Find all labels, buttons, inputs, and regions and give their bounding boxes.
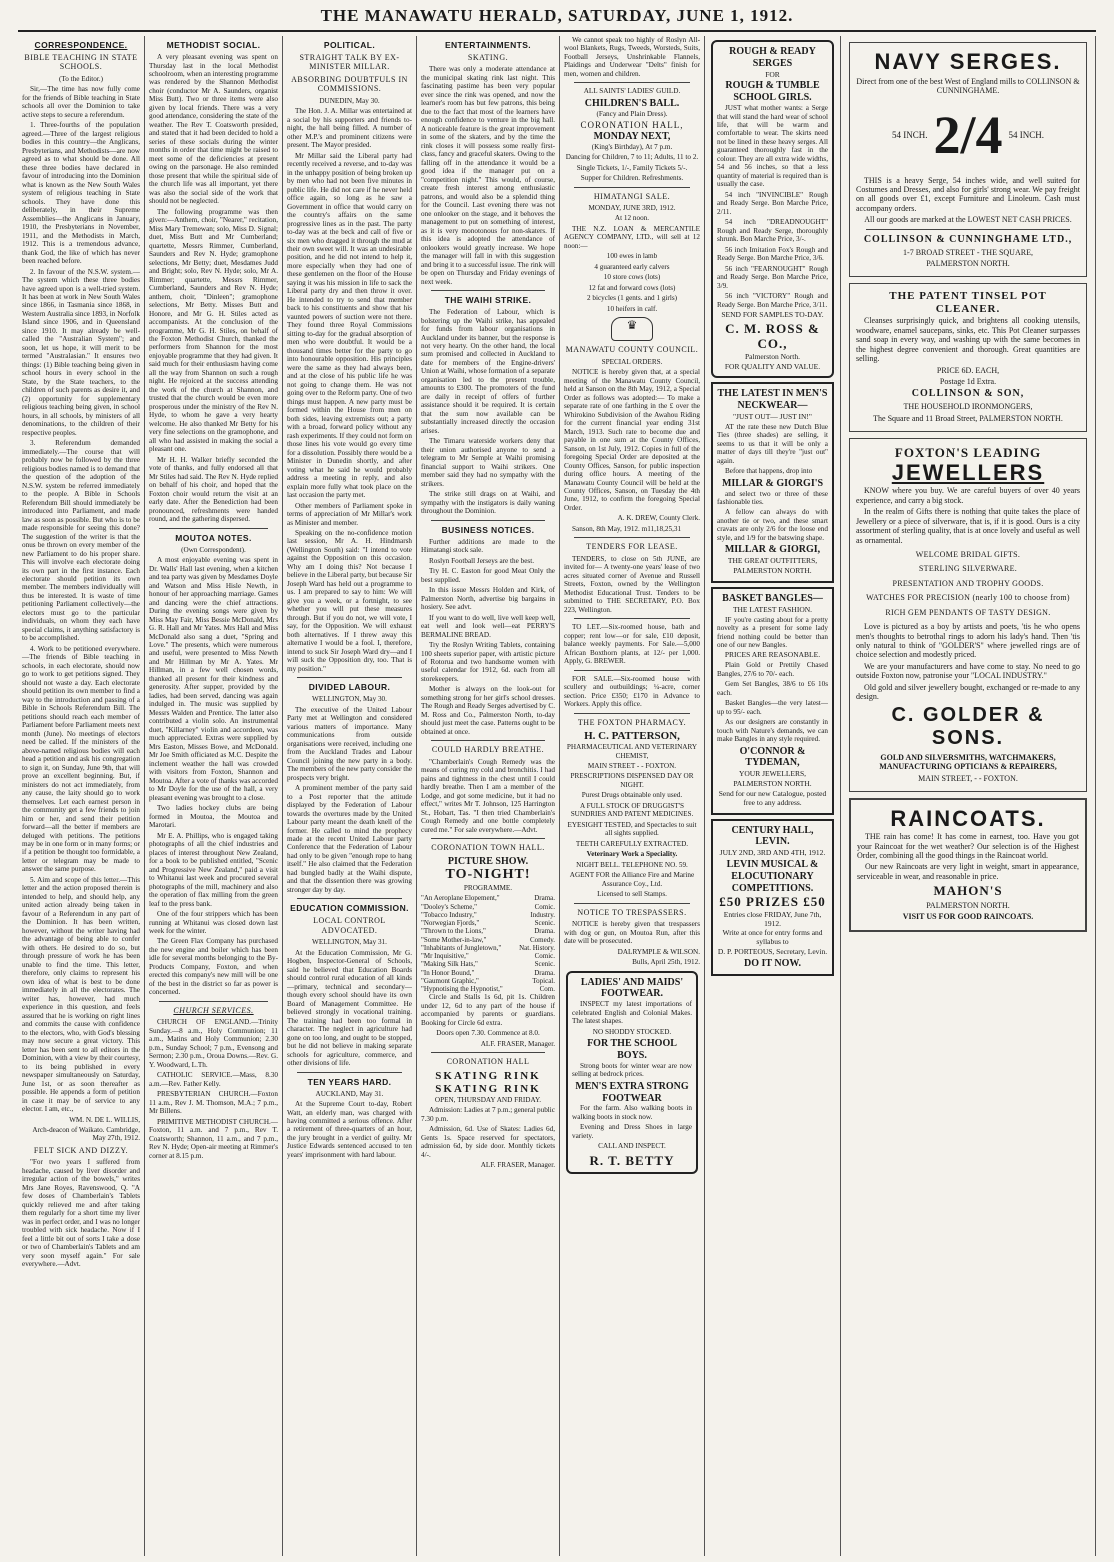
millar-ad bbox=[711, 382, 834, 583]
paragraph: Admission, 6d. Use of Skates: Ladies 6d, Gents 1s. Space reserved for spectators, admission 6d, by side door. Monthly tickets 4/-. bbox=[421, 1125, 555, 1159]
ad-line: TEETH CAREFULLY EXTRACTED. bbox=[575, 839, 689, 848]
ad-line: Entries close FRIDAY, June 7th, 1912. bbox=[723, 909, 822, 928]
paragraph: 1. Three-fourths of the population agreed.—Three of the largest religious bodies in this country—the Anglicans, Presbyterians, and Methodists—are now agreed as to what should be done. All these three bodies have declared in favour of introducing into the Dominion what is known as the New South Wales system of religious teaching in State schools. They have done this deliberately, in their Supreme Assemblies—the Anglicans in January, 1910, the Presbyterians in November, 1911, and the Methodists in March, 1912. This is a tremendous advance, thank God, the like of which has never been reached before. bbox=[22, 121, 140, 266]
masthead bbox=[0, 0, 1114, 30]
paragraph: KNOW where you buy. We are careful buyers of over 40 years experience, and carry a big stock. bbox=[856, 486, 1080, 505]
paragraph: Strong boots for winter wear are now selling at bedrock prices. bbox=[572, 1061, 692, 1079]
paragraph: THE N.Z. LOAN & MERCANTILE AGENCY COMPANY, LTD., will sell at 12 noon:— bbox=[564, 224, 700, 250]
byline: (Own Correspondent). bbox=[181, 545, 246, 554]
ad-heading: CENTURY HALL, LEVIN. bbox=[731, 824, 814, 848]
ad-heading: MILLAR & GIORGI, bbox=[724, 544, 821, 556]
divider bbox=[866, 229, 1070, 230]
product-line: 56 inch "FEARNOUGHT" Rough and Ready Serge. Bon Marche Price, 3/9. bbox=[717, 264, 828, 290]
signature: A. K. DREW, County Clerk. bbox=[617, 514, 700, 523]
ross-ad bbox=[711, 40, 834, 378]
programme-label: PROGRAMME. bbox=[463, 883, 513, 892]
ad-text: "For two years I suffered from headache, caused by liver disorder and irregular action of the bowels," writes Mrs Jane Royes, Ravenswood, Q. "A few doses of Chamberlain's Tablets quickly relieved me and after taking them regularly for a short time my liver was in perfect order, and I was no longer troubled with sick headache. Now if I feel a little bit out of sorts I take a dose or two of Chamberlain's Tablets and am very soon myself again." For sale everywhere.—Advt. bbox=[22, 1158, 140, 1269]
ad-title: HIMATANGI SALE. bbox=[593, 191, 671, 201]
ad-heading: MONDAY NEXT, bbox=[593, 130, 671, 142]
paragraph: At the Education Commission, Mr G. Hogben, Inspector-General of Schools, said he believed that Education Boards should control rural education of all kinds—primary, technical and secondary—though every school should have its own Board of Management Committee. He believed strongly in vocational training. The training had been too formal in character. The neglect in agriculture had gone on too long, and ought to be stopped, but he did not believe in making separate schools for agriculture, commerce, and other divisions of life. bbox=[287, 948, 412, 1068]
ad-title: MANAWATU COUNTY COUNCIL. bbox=[565, 345, 699, 355]
programme-item: "Gaumont Graphic," Topical. bbox=[421, 976, 555, 985]
ad-line: Postage 1d Extra. bbox=[939, 376, 997, 386]
ad-heading: O'CONNOR & TYDEMAN, bbox=[739, 745, 806, 769]
ad-heading: CORONATION HALL, bbox=[580, 120, 684, 131]
paragraph: As our designers are constantly in touch with Nature's demands, we can make Bangles in any style required. bbox=[717, 718, 828, 744]
ad-line: FOR bbox=[765, 69, 780, 79]
doors-note: Doors open 7.30. Commence at 8.0. bbox=[436, 1029, 540, 1038]
divider bbox=[574, 187, 690, 188]
paragraph: 2. In favour of the N.S.W. system.—The system which these three bodies have agreed upon is a well-tried system. It has been at work in New South Wales since 1866, in Tasmania since 1868, in Western Australia since 1893, in Norfolk Island since 1906, and in Queensland since 1910. It may already be well-called the "Australian System"; and soon, let us hope, it will merit to be termed "Australasian." It ensures two things: (1) Bible teaching being given in school hours in every school in the State, by the State teachers, to the children of such parents as desire it, and (2) opportunity for supplementary religious teaching being given, in school hours, in all schools, by ministers of all denominations, to the children of their respective peoples. bbox=[22, 267, 140, 437]
section-heading: ENTERTAINMENTS. bbox=[444, 40, 532, 50]
article-subtitle: STRAIGHT TALK BY EX-MINISTER MILLAR. bbox=[299, 53, 400, 72]
golder-ad bbox=[849, 438, 1087, 792]
column-methodist-social bbox=[145, 36, 283, 1556]
ad-line: "JUST OUT— JUST IN!" bbox=[733, 411, 812, 421]
paragraph: PRIMITIVE METHODIST CHURCH.—Foxton, 11 a.m. and 7 p.m., Rev T. Coatsworth; Shannon, 11 a.m., and 7 p.m., Rev N. Hyde; Open-air meeting at Rimmer's corner at 8.15 p.m. bbox=[149, 1117, 278, 1160]
ad-line: AGENT FOR the Alliance Fire and Marine Assurance Coy., Ltd. bbox=[569, 871, 695, 888]
programme-item: "Norwegian Fjords," Scenic. bbox=[421, 919, 555, 928]
paragraph: JUST what mother wants: a Serge that will stand the hard wear of school life, that will be warm and comfortable to wear. The skirts need not be lined in these heavy serges. All guaranteed thoroughly fast in the colour. They are all extra wide widths, 54 and 56 inches, so that a less quantity of material is required than is usually the case. bbox=[717, 104, 828, 189]
column-ads bbox=[705, 36, 841, 1556]
divider bbox=[159, 528, 268, 529]
ad-line: At 12 noon. bbox=[614, 214, 650, 223]
paragraph: There was only a moderate attendance at the municipal skating rink last night. This fascinating pastime has been very popular ever since the rink was opened, and now the learner's room has but few patrons, this being due to the fact that most of the learners have enough confidence to venture in the big hall. A noticeable feature is the great improvement in some of the skaters, and by the time the rink closes it will possess some really first-class, fancy and graceful skaters. Owing to the falling off in the attendance it would be a good idea if the manager put on a "competition night." This would, of course, create fresh interest among enthusiastic patrons, and would also be a splendid thing for the Council. Last evening there was not one onlooker on the stage, and it behoves the management to put on something of interest, as it is very monotonous for non-skaters. If this idea is adopted the attendance of onlookers would greatly increase. We hope the manager will fall in with this suggestion and bring it to a successful issue. The rink will be open on Thursday and Friday evenings of next week. bbox=[421, 65, 556, 286]
ad-line: PHARMACEUTICAL AND VETERINARY CHEMIST, bbox=[566, 743, 698, 760]
ad-line: THE GREAT OUTFITTERS, bbox=[727, 556, 818, 566]
signature: WM. N. DE L. WILLIS, bbox=[69, 1115, 140, 1124]
ad-heading: LEVIN MUSICAL & ELOCUTIONARY COMPETITIONS. bbox=[726, 859, 819, 894]
ad-heading: MEN'S EXTRA STRONG FOOTWEAR bbox=[575, 1080, 689, 1104]
paragraph: Circle and Stalls 1s 6d, pit 1s. Children under 12, 6d to any part of the house if accompanied by parents or guardians. Booking for Circle 6d extra. bbox=[421, 993, 555, 1027]
paragraph: Mr E. A. Phillips, who is engaged taking photographs of all the chief industries and places of interest throughout New Zealand, for a book to be published entitled, "Scenic and Progressive New Zealand," paid a visit to Whitanui last week and procured several photographs of the mill, machinery and also the operation of flax milling from the green leaf to the press bank. bbox=[149, 831, 278, 908]
ad-line: Write at once for entry forms and syllabus to bbox=[722, 928, 823, 947]
paragraph: We are your manufacturers and have come to stay. No need to go outside Foxton now, patronise your "LOCAL INDUSTRY." bbox=[856, 661, 1080, 681]
ad-heading: CHILDREN'S BALL. bbox=[584, 97, 680, 109]
ad-heading: ROUGH & READY SERGES bbox=[729, 46, 816, 69]
divider bbox=[574, 82, 690, 83]
ad-line: Send for our new Catalogue, posted free to any address. bbox=[718, 788, 827, 807]
programme-item: "Thrown to the Lions," Drama. bbox=[421, 927, 555, 936]
product-line: STERLING SILVERWARE. bbox=[918, 564, 1018, 574]
paragraph: Old gold and silver jewellery bought, exchanged or re-made to any design. bbox=[856, 682, 1080, 702]
section-heading: CHURCH SERVICES. bbox=[173, 1005, 254, 1015]
paragraph: A prominent member of the party said to a Post reporter that the attitude displayed by the Federation of Labour towards the overtures made by the United Labour party meant the death knell of the former. He called to mind the prophecy made at the recent United Labour party Conference that the Federation of Labour had only to be given "enough rope to hang itself." He also claimed that the Federation had bungled badly at the Waihi dispute, and that the dissention there was growing stronger day by day. bbox=[287, 784, 412, 894]
dateline: DUNEDIN, May 30. bbox=[319, 96, 380, 105]
paragraph: Cleanses surprisingly quick, and brightens all cooking utensils, woodware, enamel saucepans, sinks, etc. This Pot Cleaner surpasses sand soap in every way, and washing up with the same becomes in the highest degree convenient and thorough. Great quantities are selling. bbox=[856, 316, 1080, 364]
ad-heading: THE PATENT TINSEL POT CLEANER. bbox=[889, 290, 1047, 316]
section-heading: POLITICAL. bbox=[323, 40, 376, 50]
paragraph: Mr Millar said the Liberal party had recently received a reverse, and to-day was in the unhappy position of being broken up by men who had not been five minutes in public life. He did not care if he never held office again, so long as he saw a Government in office that would carry on the country's affairs on the same progressive lines as in the past. The party to-day was at the beck and call of five or six men who dragged it through the mud at their own sweet will. It was an undesirable position, and he did not intend to help it, more especially when they had one of these gentlemen on the floor of the House saying it was his mission in life to sack the Liberal party dry and then throw it over. He intended to try to send that member back to his constituents and show that his vaunted powers of suction were not there. They found three Royal Commissions sitting to-day for the gradual absorption of men who were doubtful. It would be a thousand times better for the party to go into honourable opposition. His principles were the same as they had always been, and at the close of his public life he was not going to change them. He was not going over to the Reform party. One of two things must happen. A new party must be formed within the House from men on both sides, leaving extremists out; a party with a broad, forward policy without any rash experiments. If they could not form on those lines his vote would go every time for a dissolution. Possibly there would be a Minister in Dunedin shortly, and after voting what he said he would probably address a meeting in reply, and also explain more fully what took place on the last occasion the party met. bbox=[287, 151, 412, 500]
divider bbox=[574, 903, 690, 904]
paragraph: 4. Work to be petitioned everywhere.—The friends of Bible teaching in schools, in each electorate, should now go to work to get petitions signed. They should not waste a day. Each electorate should petition its own member to find a way to the introduction and passing of a Bible in Schools Referendum Bill. The petitions should reach each member of Parliament before Parliament meets next month (June). No meetings of electors need be called. If the ministers of the above-named religious bodies will each head a petition and ask his congregation to sign it, on Sunday, June 9th, that will prove an excellent beginning. But, if ministers do not act immediately, from any cause, the laity should go to work themselves. Let each earnest person in the community get a few friends to join him or her, and send their petition forward—all the better if members are deluged with petitions. The petitions may be in one form or in many forms; or if a petition be thought too formidable, a letter or telegram may be made to answer the same purpose. bbox=[22, 644, 140, 874]
ad-line: 1-7 BROAD STREET - THE SQUARE, bbox=[903, 247, 1033, 257]
betty-ad bbox=[566, 971, 698, 1174]
divider bbox=[159, 1001, 268, 1002]
width-label: 54 INCH. bbox=[891, 130, 928, 141]
ad-heading: C. GOLDER & SONS. bbox=[891, 703, 1045, 750]
programme-item: "In Honor Bound," Drama. bbox=[421, 968, 555, 977]
divider bbox=[297, 677, 402, 678]
article-title: BIBLE TEACHING IN STATE SCHOOLS. bbox=[24, 53, 138, 72]
section-heading: THE WAIHI STRIKE. bbox=[444, 295, 532, 306]
article-subtitle: LOCAL CONTROL ADVOCATED. bbox=[313, 916, 386, 935]
sale-item: 100 ewes in lamb bbox=[606, 252, 658, 261]
ad-title: COULD HARDLY BREATHE. bbox=[431, 745, 545, 755]
paragraph: The Federation of Labour, which is bolstering up the Waihi strike, has appealed for funds from labour organisations in Auckland under its banner, but the response is not very hearty. On the other hand, the local sum promised and collected in Auckland to date for members of the Engine-drivers' Union at Waihi, whose formation of a separate organisation led to the present trouble, amounts to £300. The promoters of the fund are daily in receipt of offers of further assistance should it be required. It is certain that the sum now available can be substantially increased directly the occasion arises. bbox=[421, 308, 555, 435]
product-line: Plain Gold or Prettily Chased Bangles, 27/6 to 70/- each. bbox=[717, 661, 828, 678]
programme-item: "Mr Inquisitive," Comic. bbox=[421, 952, 555, 961]
paragraph: 5. Aim and scope of this letter.—This letter and the action proposed therein is intended to help, and should help, any united action already being taken in favour of a Referendum in any part of the Dominion. It has been written, however, without the writer having had the advantage of being able to confer with others. He desired to do so, but through pressure of work he has been unable to find the time. This letter, therefore, only claims to represent his own idea of what is best to be done immediately in all the electorates. The writer has, however, had much experience in this question, and feels assured that he is working on right lines and commits the cause with confidence to the electors, who, with God's blessing may now secure a great victory. This letter has been sent to all editors in the Dominion, with a view by their courtesy, to its being published in every newspaper simultaneously on Saturday, June 1st, or as soon thereafter as possible. He appends a form of petition in case it may be of service to any elector. I am, etc., bbox=[22, 875, 140, 1114]
paragraph: Sir,—The time has now fully come for the friends of Bible teaching in State schools all over the Dominion to take active steps to secure a referendum. bbox=[22, 85, 140, 119]
ad-line: Single Tickets, 1/-, Family Tickets 5/-. bbox=[576, 163, 688, 172]
paragraph: THE rain has come! It has come in earnest, too. Have you got your Raincoat for the wet weather? Our selection is of the Highest Order, combining all the good things in the Raincoat world. bbox=[857, 832, 1079, 860]
divider bbox=[574, 713, 690, 714]
paragraph: The executive of the United Labour Party met at Wellington and considered various matters of importance. Many communications from outside organisations were received, including one from the Auckland Trades and Labour Council joining the new party in a body. The members of the new party consider the prospects very bright. bbox=[287, 705, 412, 782]
ad-heading: DO IT NOW. bbox=[744, 958, 801, 970]
paragraph: Speaking on the no-confidence motion last session, Mr A. H. Hindmarsh (Wellington South) said: "I intend to vote against the Opposition on this occasion. Why am I doing this? Not because I believe in the Liberal party, but because Sir Joseph Ward has held out a programme to us. I am prepared to say to him: We will give you a week, or a fortnight, to see whether you will put these measures through. But if you do not, we will vote, I say, for the Opposition. We will exhaust both alternatives. If I threw away this alternative I would be a fool. I, therefore, intend to suck Sir Joseph Ward dry—and I will suck the Opposition dry, too. That is my position." bbox=[287, 528, 412, 673]
column-political bbox=[283, 36, 417, 1556]
ad-line: NIGHT BELL. TELEPHONE NO. 59. bbox=[576, 860, 688, 869]
sale-item: 4 guaranteed early calvers bbox=[594, 262, 670, 271]
paragraph: At the Supreme Court to-day, Robert Watt, an elderly man, was charged with having committed a serious offence. After a retirement of three-quarters of an hour, the jury brought in a verdict of guilty. Mr Justice Edwards sentenced accused to ten years' imprisonment with hard labour. bbox=[287, 1100, 412, 1159]
paragraph: and select two or three of these fashionable ties. bbox=[717, 489, 828, 506]
crest-icon: ♛ bbox=[611, 317, 653, 341]
paragraph: PRESBYTERIAN CHURCH.—Foxton 11 a.m., Rev J. M. Thomson, M.A.; 7 p.m., Mr Billens. bbox=[149, 1090, 278, 1116]
signature: DALRYMPLE & WILSON. bbox=[617, 947, 700, 956]
ad-heading: BASKET BANGLES— bbox=[722, 592, 823, 604]
sale-item: 10 heifers in calf. bbox=[606, 304, 658, 313]
paragraph: 3. Referendum demanded immediately.—The course that will probably now be followed by the three religious bodies named is to demand that the question of the adoption of the N.S.W. system be referred immediately to the people. A Bible in Schools Referendum Bill should immediately be introduced into Parliament, and made law as soon as possible. But who is to be made responsible for seeing this done? The suggestion of the writer is that the onus be thrown on every member of the new Parliament to do his proper share. This will involve each electorate doing its own part in the first instance. Each electorate should petition its own member. The members individually will thus be interested. It is waste of time petitioning Parliament collectively—the electors must go to the particular individuals, on whom they each have special claims, it anything satisfactory is to be accomplished. bbox=[22, 439, 140, 643]
section-heading: BUSINESS NOTICES. bbox=[441, 524, 535, 535]
section-heading: DIVIDED LABOUR. bbox=[308, 682, 391, 693]
ad-heading: NAVY SERGES. bbox=[874, 49, 1062, 74]
paragraph: Admission: Ladies at 7 p.m.; general public 7.30 p.m. bbox=[421, 1106, 555, 1123]
ad-line: SEND FOR SAMPLES TO-DAY. bbox=[721, 310, 824, 320]
dateline: WELLINGTON, May 31. bbox=[312, 938, 387, 947]
ad-line: (Fancy and Plain Dress). bbox=[596, 109, 668, 118]
ad-line: MONDAY, JUNE 3RD, 1912. bbox=[588, 203, 676, 212]
ad-heading: FOXTON'S LEADING bbox=[894, 445, 1042, 461]
newspaper-title: THE MANAWATU HERALD, SATURDAY, JUNE 1, 1912. bbox=[320, 6, 794, 25]
column-large-ads bbox=[841, 36, 1096, 1556]
ad-line: (King's Birthday), At 7 p.m. bbox=[591, 142, 673, 151]
divider bbox=[431, 520, 545, 521]
ad-line: Direct from one of the best West of England mills to COLLINSON & CUNNINGHAME. bbox=[856, 76, 1080, 96]
ad-heading: MAHON'S bbox=[933, 883, 1003, 899]
section-heading: MOUTOA NOTES. bbox=[175, 532, 252, 543]
ad-line: MAIN STREET - - FOXTON. bbox=[587, 761, 677, 770]
sale-item: 10 store cows (lots) bbox=[603, 273, 661, 282]
prizes-heading: £50 PRIZES £50 bbox=[719, 894, 826, 910]
sale-item: 12 fat and forward cows (lots) bbox=[588, 283, 676, 292]
product-line: PRESENTATION AND TROPHY GOODS. bbox=[892, 578, 1044, 588]
raincoats-ad bbox=[849, 798, 1087, 931]
ad-line: Supper for Children. Refreshments. bbox=[580, 174, 684, 183]
ad-title: CORONATION TOWN HALL. bbox=[431, 843, 545, 853]
article-subtitle: (To the Editor.) bbox=[58, 74, 103, 83]
paragraph: Other members of Parliament spoke in terms of appreciation of Mr Millar's work as Minister and member. bbox=[287, 501, 412, 527]
ad-title: THE FOXTON PHARMACY. bbox=[577, 717, 687, 727]
paragraph: The Green Flax Company has purchased the new engine and boiler which has been idle for several months belonging to the By-Products Company, Foxton, and when erected this company's new mill will be one of the best in the district so far as power is concerned. bbox=[149, 937, 278, 997]
signature: ALF. FRASER, Manager. bbox=[480, 1039, 555, 1048]
ad-line: Veterinary Work a Speciality. bbox=[586, 850, 678, 859]
ad-line: CALL AND INSPECT. bbox=[598, 1142, 666, 1151]
ad-heading: C. M. ROSS & CO., bbox=[725, 321, 820, 352]
divider bbox=[297, 898, 402, 899]
price-display bbox=[856, 104, 1080, 168]
levin-ad bbox=[711, 819, 834, 976]
programme-item: "An Aeroplane Elopement," Drama. bbox=[421, 894, 555, 903]
paragraph: For the farm. Also walking boots in walking boots in stock now. bbox=[572, 1104, 692, 1121]
paragraph: A very pleasant evening was spent on Thursday last in the local Methodist schoolroom, when an interesting programme was rendered by the Shannon Methodist choir (conductor Mr A. Saunders, organist Miss Butt). Two or three items were also given by local friends. There was a very good attendance, considering the state of the weather. The Rev T. Coatsworth presided, and stated that it had been decided to hold a series of these socials during the winter months in order that time might be raised to meet some of the deficiencies at present owing on the parsonage. He also reminded those present that while the spiritual side of the church life was all important, yet there was also the social side of the work that should not be neglected. bbox=[149, 53, 278, 206]
paragraph: INSPECT my latest importations of celebrated English and Colonial Makes. The latest shapes. bbox=[572, 1000, 692, 1026]
paragraph: The strike still drags on at Waihi, and sympathy with the instigators is daily waning throughout the Dominion. bbox=[421, 490, 555, 516]
ad-line: THE HOUSEHOLD IRONMONGERS, bbox=[903, 402, 1033, 412]
ad-title: FELT SICK AND DIZZY. bbox=[33, 1145, 129, 1155]
ad-line: D. P. PORTEOUS, Secretary, Levin. bbox=[717, 947, 828, 957]
ad-heading: R. T. BETTY bbox=[589, 1152, 675, 1168]
product-line: 54 inch "DREADNOUGHT" Rough and Ready Serge, thoroughly shrunk. Bon Marche Price, 3/-. bbox=[717, 218, 828, 244]
product-line: Gem Set Bangles, 38/6 to £6 10s each. bbox=[717, 680, 828, 697]
ad-heading: COLLINSON & CUNNINGHAME LTD., bbox=[863, 233, 1073, 245]
ad-text: "Chamberlain's Cough Remedy was the means of curing my cold and bronchitis. I had pains and tightness in the chest until I could hardly breathe. Then I am a member of the Lodge, and got some medicine, but it had no effect," writes Mr T. Johnson, 125 Harrington St., Hobart, Tas. "I then tried Chamberlain's Cough Remedy and one bottle completely cured me." For sale everywhere.—Advt. bbox=[421, 757, 555, 834]
paragraph: A most enjoyable evening was spent in Dr. Walls' Hall last evening, when a kitchen and tea party was given by Mesdames Doyle and Watson and Miss Hisle Newth, in honour of her approaching marriage. Games and dancing were the chief attractions. During the evening songs were given by Miss May Fair, Miss Bessie McDonald, Mrs G. R. Hall and Mr Yates. Mrs Hall and Miss McDonald also sang a duet, "Spring and Love." The presents, which were numerous and useful, were presented to Miss Newth and Mr Hillman by Mr A. Yates. Mr Hillman, in a few well chosen words, thanked all present for their kindness and generosity. After supper, provided by the ladies, had been served, dancing was again indulged in. The music was supplied by Messrs Walden and Prentice. The latter also contributed a violin solo. An instrumental duet, "Killarney" violin and accordeon, was much appreciated. Extras were supplied by Mrs Easton, Misses Bowe, and McDonald. Mr Joe Smith officiated as M.C. Despite the inclement weather the hall was crowded with visitors from Foxton, Shannon and Moutoa. After a vote of thanks was accorded to Mr Doyle for the use of the hall, a very pleasant evening was brought to a close. bbox=[149, 556, 278, 802]
paragraph: Two ladies hockey clubs are being formed in Moutoa, the Moutoa and Marotari. bbox=[149, 804, 278, 830]
article-subtitle: SKATING. bbox=[467, 53, 509, 63]
ad-line: JULY 2ND, 3RD AND 4TH, 1912. bbox=[719, 848, 826, 858]
paragraph: The following programme was then given:—Anthem, choir, "Nearer," recitation, Miss Mary Tremewan; solo, Miss D. Signal; duet, Miss Butt and Mr Cumberland; quartette, Messrs Rimmer, Cumberland, Saunders and Rev N. Hyde; gramophone selections, Mr Betty; duet, Mesdames Judd and Bright; solo, Rev N. Hyde; solo, Mr A. Rimmer; quartette, Messrs Rimmer, Cumberland, Saunders and Rev N. Hyde; anthem, choir, "Dinleen"; gramophone selections, Mr Betty. Misses Butt and Honore, and Mr G. H. Stiles acted as accompanists. At the conclusion of the programme, Mr G. H. Stiles, on behalf of the Foxton Methodist Church, thanked the performers from Shannon for the most enjoyable programme that they had given. It said much for their enthusiasm having come all the way from Shannon on such a rough night. He rejoiced at the success attending the work of the church at Shannon, and trusted that the church would be even more prosperous under the ministry of the Rev N. Hyde, to whom he gave a very hearty welcome. He also thanked Mr Betty for his very fine selections on the gramophone, and all who had assisted in making the social a pleasant one. bbox=[149, 207, 278, 454]
ad-line: Purest Drugs obtainable only used. bbox=[581, 791, 683, 800]
column-notices bbox=[560, 36, 705, 1556]
ad-line: THE LATEST FASHION. bbox=[732, 604, 813, 614]
section-heading: EDUCATION COMMISSION. bbox=[290, 903, 409, 914]
divider bbox=[297, 1072, 402, 1073]
ad-line: MAIN STREET, - - FOXTON. bbox=[918, 773, 1018, 783]
programme-item: "Tobacco Industry," Industry. bbox=[421, 910, 555, 919]
product-line: 54 inch "INVINCIBLE" Rough and Ready Serge. Bon Marche Price, 2/11. bbox=[717, 190, 828, 216]
ad-line: NO SHODDY STOCKED. bbox=[592, 1027, 672, 1036]
ad-line: FOR QUALITY AND VALUE. bbox=[724, 361, 821, 371]
programme-item: "Inhabitants of Jungletown," Nat. History. bbox=[421, 943, 555, 952]
ad-heading: JEWELLERS bbox=[891, 460, 1045, 486]
paragraph: One of the four strippers which has been running at Whitanui was closed down last week for the winter. bbox=[149, 910, 278, 935]
tonight-heading: TO-NIGHT! bbox=[445, 867, 531, 883]
ad-title: TENDERS FOR LEASE. bbox=[586, 542, 678, 552]
ad-heading: ROUGH & TUMBLE SCHOOL GIRLS. bbox=[725, 80, 820, 104]
ad-line: VISIT US FOR GOOD RAINCOATS. bbox=[902, 912, 1034, 922]
divider bbox=[574, 618, 690, 619]
ad-line: Palmerston North. bbox=[745, 351, 800, 361]
product-line: WELCOME BRIDAL GIFTS. bbox=[915, 549, 1021, 559]
programme-item: "Dooley's Scheme," Comic. bbox=[421, 902, 555, 911]
masthead-rule bbox=[18, 30, 1096, 32]
ad-heading: RAINCOATS. bbox=[890, 806, 1046, 832]
ad-line: Licensed to sell Stamps. bbox=[597, 890, 667, 899]
paragraph: Love is pictured as a boy by artists and poets, 'tis he who opens men's thoughts to betrothal rings to adorn his lady's hand. Then 'tis only natural to think of "GOLDER'S" where jewelled rings are of choice selection and modestly priced. bbox=[856, 622, 1080, 660]
paragraph: The Hon. J. A. Millar was entertained at a social by his supporters and friends to-night, the hall being filled. A number of other M.P.'s and prominent citizens were present. The Mayor presided. bbox=[287, 107, 412, 150]
product-line: RICH GEM PENDANTS OF TASTY DESIGN. bbox=[885, 607, 1051, 617]
section-heading: CORRESPONDENCE. bbox=[34, 40, 128, 50]
price-value: 2/4 bbox=[933, 104, 1003, 165]
divider bbox=[431, 838, 545, 839]
article-subtitle: ABSORBING DOUBTFULS IN COMMISSIONS. bbox=[291, 74, 408, 94]
ad-heading: THE LATEST IN MEN'S NECKWEAR— bbox=[717, 388, 828, 412]
ad-title: NOTICE TO TRESPASSERS. bbox=[577, 907, 687, 917]
paragraph: Evening and Dress Shoes in large variety. bbox=[572, 1123, 692, 1140]
paragraph: TO LET.—Six-roomed house, bath and copper; rent low—or for sale, £10 deposit, balance weekly payments. For Sale.—5,000 African Boxthorn plants, at 12/- per 1,000. Apply, G. BREWER. bbox=[564, 623, 700, 666]
ad-heading: LADIES' AND MAIDS' FOOTWEAR. bbox=[580, 976, 684, 1000]
ad-line: All our goods are marked at the LOWEST NET CASH PRICES. bbox=[864, 215, 1072, 225]
paragraph: Try the Roslyn Writing Tablets, containing 100 sheets superior paper, with artistic picture of Rotorua and two handsome women with useful calendar for 1912, 6d. each from all storekeepers. bbox=[421, 641, 555, 683]
column-entertainments bbox=[417, 36, 560, 1556]
divider bbox=[431, 740, 545, 741]
product-line: WATCHES FOR PRECISION (nearly 100 to choose from) bbox=[866, 593, 1070, 603]
paragraph: NOTICE is hereby given that trespassers with dog or gun, on Moutoa Run, after this date will be prosecuted. bbox=[564, 920, 700, 946]
divider bbox=[431, 1052, 545, 1053]
paragraph: Roslyn Football Jerseys are the best. bbox=[429, 556, 535, 565]
programme-item: "Hypnotising the Hypnotist," Com. bbox=[421, 985, 555, 994]
navy-serges-ad bbox=[849, 42, 1087, 277]
signature-line: Arch-deacon of Waikato. Cambridge, May 27th, 1912. bbox=[32, 1125, 140, 1143]
ad-line: EYESIGHT TESTED, and Spectacles to suit all sights supplied. bbox=[567, 820, 697, 838]
paragraph: Try H. C. Easton for good Meat Only the best supplied. bbox=[421, 567, 555, 584]
picture-show-heading: PICTURE SHOW. bbox=[447, 855, 529, 867]
paragraph: NOTICE is hereby given that, at a special meeting of the Manawatu County Council, held at Sanson on the 8th May, 1912, a Special Order as follows was adopted:— To make a separate rate of one farthing in the £ over the Whirokino Subdivision of the Awahou Riding for the current financial year ending 31st March, 1913. Such rate to become due and payable in one sum at the County Offices, Sanson, on 1st July, 1912. Copies in full of the foregoing Special Order are deposited at the County Offices, Sanson, for public inspection during office hours. A meeting of the Manawatu County Council will be held at the County Offices, Sanson, on Tuesday the 4th June, 1912, to confirm the foregoing Special Order. bbox=[564, 368, 700, 512]
ad-line: A FULL STOCK OF DRUGGIST'S SUNDRIES AND PATENT MEDICINES. bbox=[570, 801, 694, 819]
paragraph: CATHOLIC SERVICE.—Mass, 8.30 a.m.—Rev. Father Kelly. bbox=[149, 1071, 278, 1088]
oconnor-ad bbox=[711, 587, 834, 815]
product-line: 56 inch "VICTORY" Rough and Ready Serge. Bon Marche Price, 3/11. bbox=[717, 292, 828, 309]
paragraph: In this issue Messrs Holden and Kirk, of Palmerston North, advertise big bargains in hosiery. See advt. bbox=[421, 586, 555, 612]
dateline: AUCKLAND, May 31. bbox=[315, 1089, 384, 1098]
dateline: WELLINGTON, May 30. bbox=[312, 695, 387, 704]
paragraph: If you want to do well, live well keep well, eat well and look well—eat PERRY'S BERMALINE BREAD. bbox=[421, 613, 555, 639]
paragraph: The Timaru waterside workers deny that their union authorised anyone to send a telegram to Mr Semple at Waihi promising financial support to Waihi strikers. One member said they had no sympathy with the strikers. bbox=[421, 437, 555, 488]
ad-line: SPECIAL ORDERS. bbox=[601, 357, 663, 366]
paragraph: In the realm of Gifts there is nothing that quite takes the place of Jewellery or a piece of silverware, that is, if it is good. Ours is a city assortment of sterling quality, that is at once lovely and useful as well as ornamental. bbox=[856, 507, 1080, 545]
ad-line: PALMERSTON NORTH. bbox=[733, 779, 812, 789]
paragraph: Mother is always on the look-out for something strong for her girl's school dresses. The Rough and Ready Serges advertised by C. M. Ross and Co., Palmerston North, to-day should just meet the case. Patterns ought to be obtained at once. bbox=[421, 685, 556, 736]
width-label: 54 INCH. bbox=[1008, 130, 1044, 141]
paragraph: We cannot speak too highly of Roslyn All-wool Blankets, Rugs, Tweeds, Worsteds, Suits, Football Jerseys, Unshrinkable Flannels, Plaidings and Underwear "Delts" finish for men, women and children. bbox=[564, 36, 700, 78]
paragraph: Mr H. H. Walker briefly seconded the vote of thanks, and fully endorsed all that Mr Stiles had said. The Rev N. Hyde replied on behalf of his choir, and hoped that the Foxton choir would return the visit at an early date. After the Benediction had been pronounced, refreshments were handed round, and the gathering dispersed. bbox=[149, 455, 278, 524]
rink-heading: SKATING RINK bbox=[435, 1082, 541, 1095]
paragraph: CHURCH OF ENGLAND.—Trinity Sunday.—8 a.m., Holy Communion; 11 a.m., Matins and Holy Communion; 2.30 p.m., Sunday School; 7 p.m., Evensong and Sermon; 2.30 p.m., Oroua Downs.—Rev. G. Y. Woodward, L.Th. bbox=[149, 1018, 278, 1069]
ad-line: PRESCRIPTIONS DISPENSED DAY OR NIGHT. bbox=[570, 772, 694, 789]
tinsel-ad bbox=[849, 283, 1087, 432]
product-line: Basket Bangles—the very latest—up to 95/- each. bbox=[717, 699, 828, 716]
sale-item: 2 bicycles (1 gents. and 1 girls) bbox=[586, 294, 678, 303]
ad-line: PRICES ARE REASONABLE. bbox=[724, 650, 821, 660]
paragraph: Further additions are made to the Himatangi stock sale. bbox=[421, 537, 555, 555]
rink-heading: SKATING RINK bbox=[435, 1069, 541, 1082]
ad-heading: FOR THE SCHOOL BOYS. bbox=[587, 1038, 677, 1061]
paragraph: A fellow can always do with another tie or two, and these smart cravats are only 2/6 for the loose end style, and 1/9 for the batswing shape. bbox=[717, 508, 828, 542]
divider bbox=[574, 537, 690, 538]
paragraph: THIS is a heavy Serge, 54 inches wide, and well suited for Costumes and Dresses, and also for girls' strong wear. We pay freight on all goods over £1, except Furniture and Linoleum. Cash must accompany orders. bbox=[856, 175, 1080, 213]
ad-line: PALMERSTON NORTH. bbox=[926, 900, 1010, 910]
column-correspondence bbox=[18, 36, 145, 1556]
paragraph: TENDERS, to close on 5th JUNE, are invited for— A twenty-one years' lease of two acres situated corner of Avenue and Russell Streets, Foxton, owned by the Wellington Methodist Educational Trust. Tenders to be submitted to THE SECRETARY, P.O. Box 223, Wellington. bbox=[564, 554, 700, 614]
dateline: Sanson, 8th May, 1912. m11,18,25,31 bbox=[572, 524, 682, 533]
signature: ALF. FRASER, Manager. bbox=[480, 1161, 555, 1170]
section-heading: TEN YEARS HARD. bbox=[307, 1076, 392, 1087]
paragraph: AT the rate these new Dutch Blue Ties (three shades) are selling, it seems to us that it will be only a matter of days till they're "just out" again. bbox=[717, 422, 828, 465]
ad-line: ALL SAINTS' LADIES' GUILD. bbox=[583, 87, 681, 96]
ad-line: The Square and 11 Broad Street, PALMERSTON NORTH. bbox=[873, 413, 1063, 423]
ad-title: CORONATION HALL bbox=[446, 1057, 530, 1067]
ad-line: PRICE 6D. EACH, bbox=[936, 365, 1000, 375]
divider bbox=[574, 670, 690, 671]
section-heading: METHODIST SOCIAL. bbox=[166, 40, 261, 50]
programme-item: "Making Silk Hats," Scenic. bbox=[421, 960, 555, 969]
ad-heading: H. C. PATTERSON, bbox=[584, 730, 680, 743]
ad-line: PALMERSTON NORTH. bbox=[926, 258, 1010, 268]
dateline: Bulls, April 25th, 1912. bbox=[632, 958, 700, 967]
ad-line: Dancing for Children, 7 to 11; Adults, 11 to 2. bbox=[565, 153, 699, 162]
paragraph: IF you're casting about for a pretty novelty as a present for some lady friend nothing could be better than one of our new Bangles. bbox=[717, 615, 828, 649]
programme-item: "Some Mother-in-law," Comedy. bbox=[421, 935, 555, 944]
ad-heading: COLLINSON & SON, bbox=[911, 388, 1025, 400]
ad-heading: MILLAR & GIORGI'S bbox=[721, 477, 824, 489]
ad-line: PALMERSTON NORTH. bbox=[733, 566, 812, 576]
ad-line: YOUR JEWELLERS, bbox=[738, 769, 807, 779]
paragraph: FOR SALE.—Six-roomed house with scullery and outbuildings; ¼-acre, corner section. Price £350; £170 in Advance to Workers. Apply this office. bbox=[564, 674, 700, 709]
paragraph: Before that happens, drop into bbox=[725, 467, 813, 476]
rink-days: OPEN, THURSDAY AND FRIDAY. bbox=[434, 1095, 542, 1104]
divider bbox=[431, 290, 545, 291]
ad-line: GOLD AND SILVERSMITHS, WATCHMAKERS, MANUFACTURING OPTICIANS & REPAIRERS, bbox=[879, 752, 1057, 772]
product-line: 56 inch Imitation Fox's Rough and Ready Serge. Bon Marche Price, 3/6. bbox=[717, 245, 828, 263]
paragraph: Our new Raincoats are very light in weight, smart in appearance, serviceable in wear, and reasonable in price. bbox=[857, 862, 1079, 881]
